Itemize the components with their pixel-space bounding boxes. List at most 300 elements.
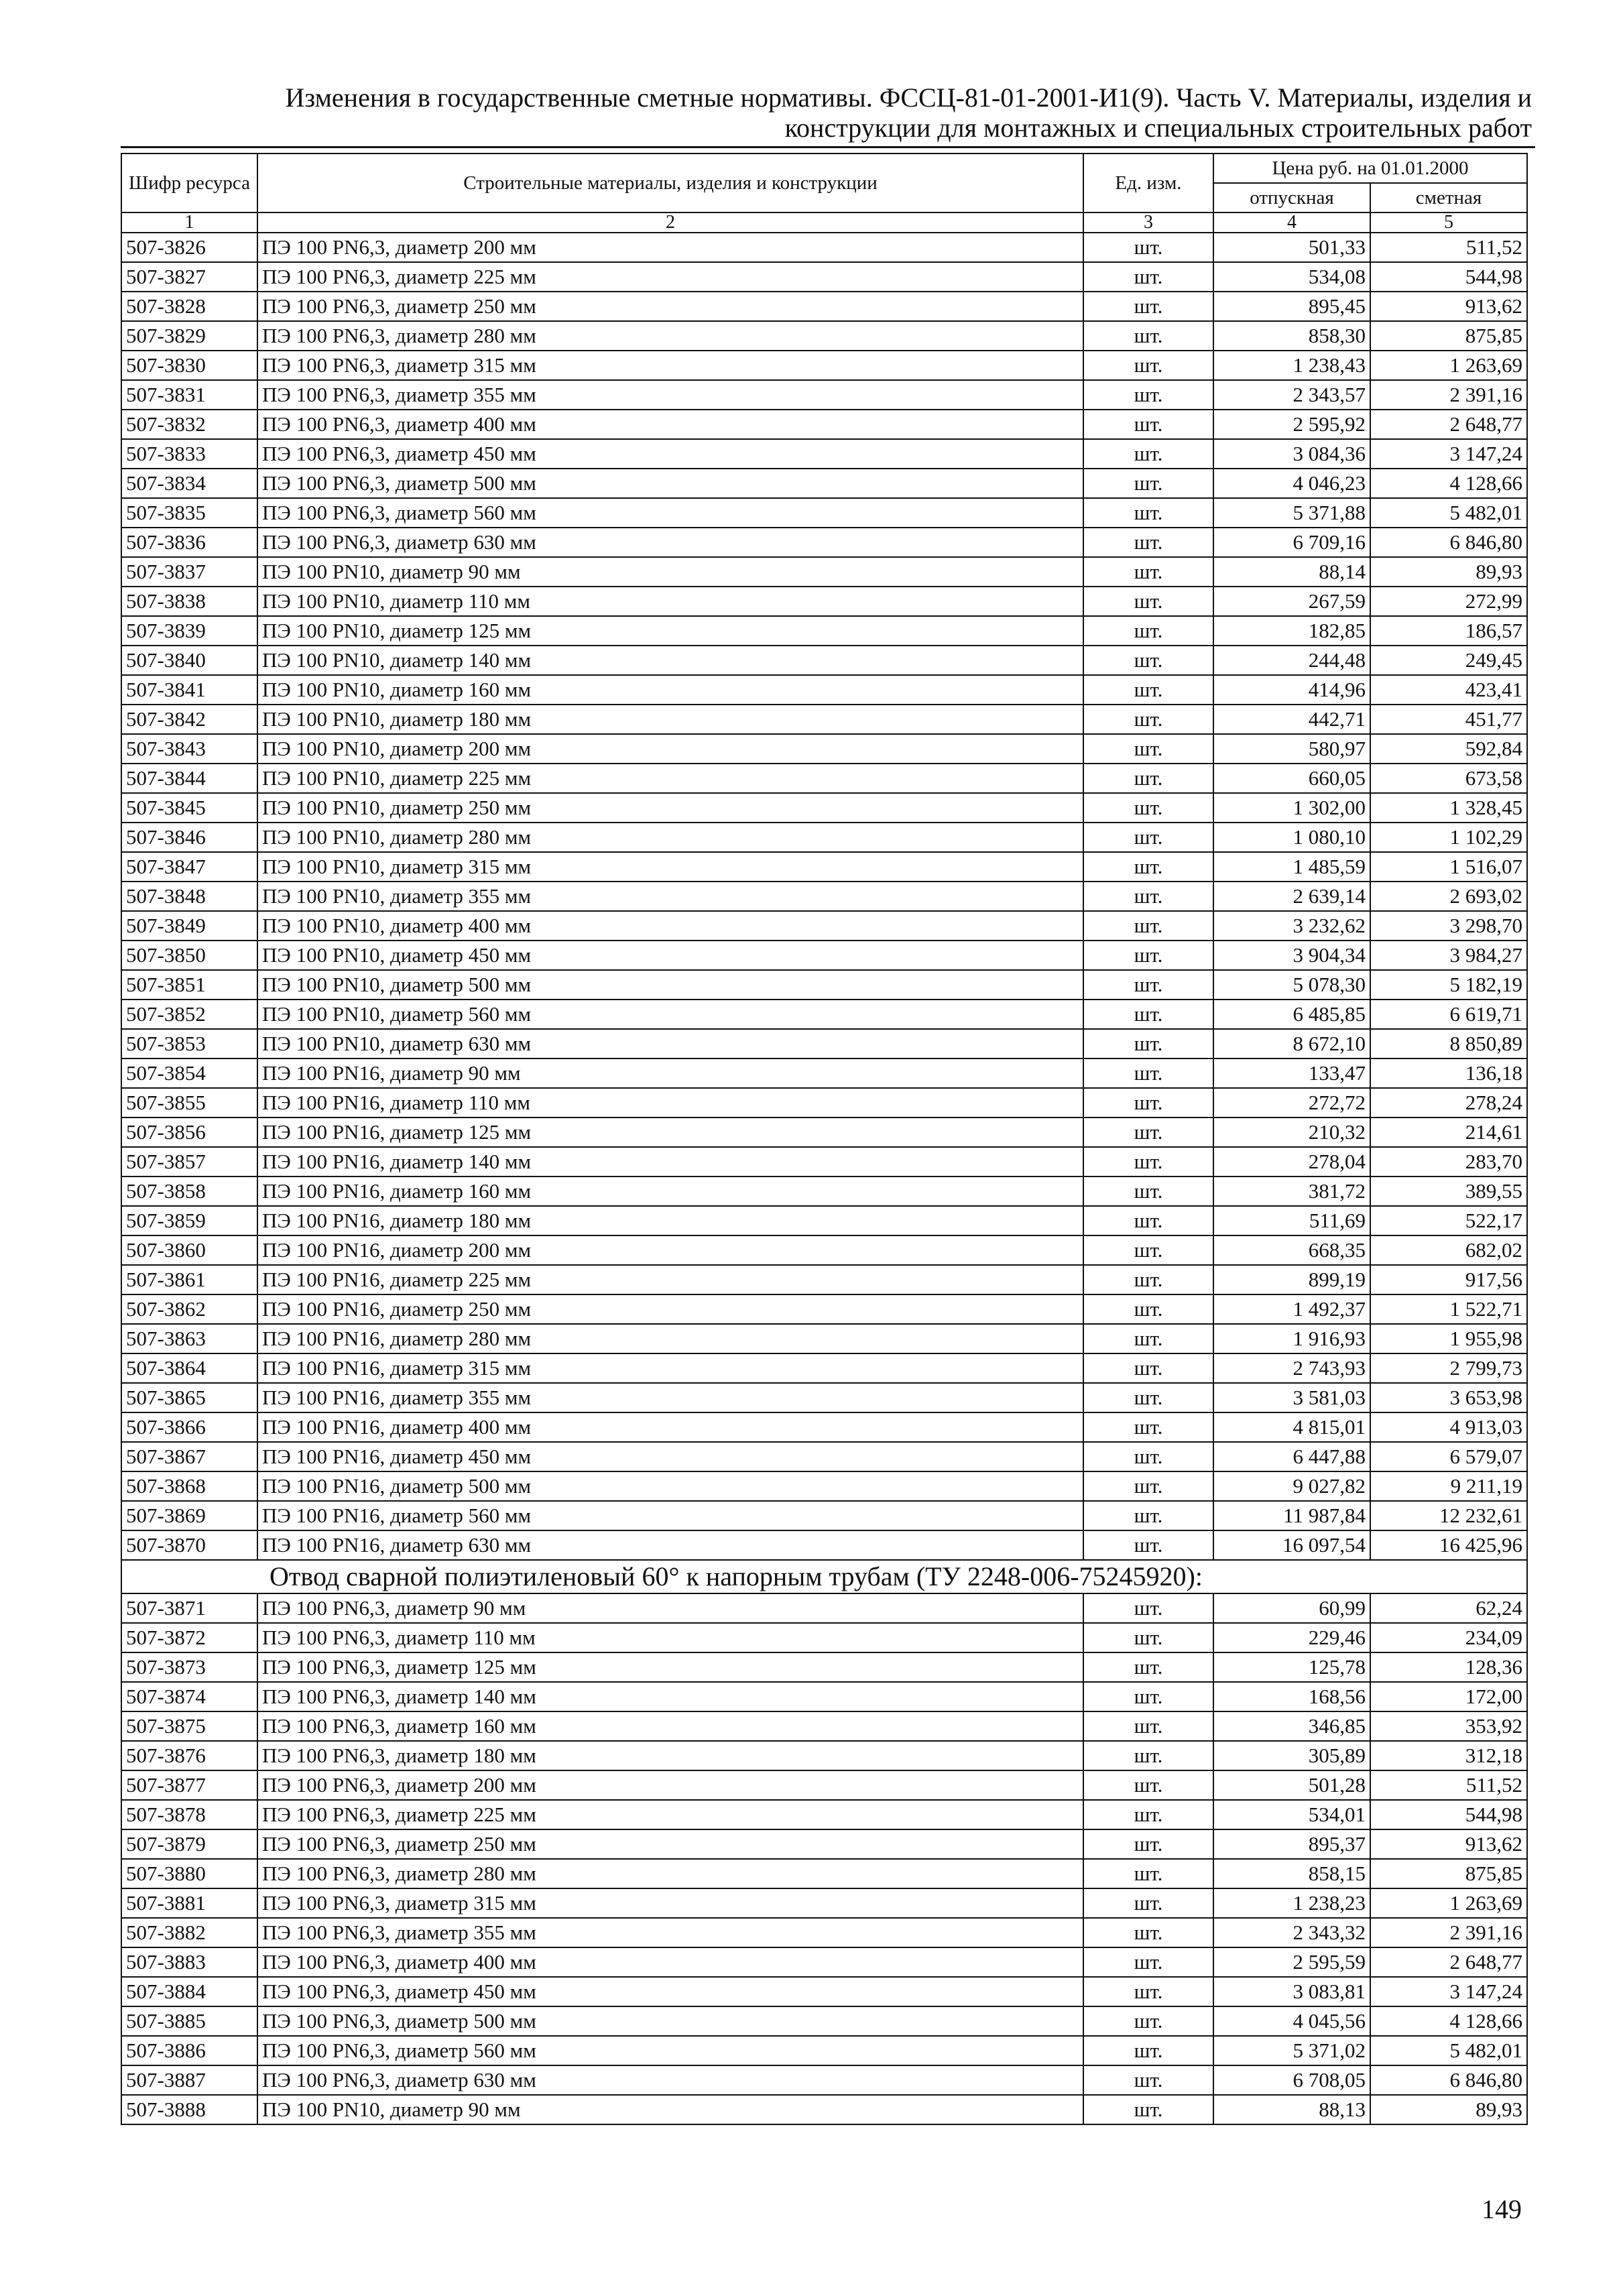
price-out: 1 916,93 <box>1213 1324 1370 1353</box>
unit: шт. <box>1083 852 1213 882</box>
material-name: ПЭ 100 PN6,3, диаметр 160 мм <box>257 1711 1083 1741</box>
table-row <box>121 1147 1527 1176</box>
price-out: 6 708,05 <box>1213 2065 1370 2095</box>
price-out: 858,30 <box>1213 321 1370 351</box>
resource-code: 507-3888 <box>121 2095 257 2124</box>
resource-code: 507-3877 <box>121 1770 257 1800</box>
unit: шт. <box>1083 823 1213 852</box>
resource-code: 507-3834 <box>121 469 257 498</box>
table-row <box>121 410 1527 439</box>
price-est: 4 128,66 <box>1370 469 1527 498</box>
material-name: ПЭ 100 PN16, диаметр 90 мм <box>257 1059 1083 1088</box>
price-out: 511,69 <box>1213 1206 1370 1235</box>
unit: шт. <box>1083 410 1213 439</box>
price-est: 2 391,16 <box>1370 380 1527 410</box>
table-row <box>121 1859 1527 1888</box>
price-est: 511,52 <box>1370 233 1527 262</box>
table-row <box>121 380 1527 410</box>
table-row <box>121 1176 1527 1206</box>
price-out: 899,19 <box>1213 1265 1370 1294</box>
table-row <box>121 1206 1527 1235</box>
table-row <box>121 1682 1527 1711</box>
price-out: 11 987,84 <box>1213 1501 1370 1530</box>
page-header <box>121 82 1532 144</box>
price-est: 186,57 <box>1370 616 1527 646</box>
price-est: 1 263,69 <box>1370 351 1527 380</box>
unit: шт. <box>1083 1888 1213 1918</box>
price-out: 244,48 <box>1213 646 1370 675</box>
table-row <box>121 1623 1527 1652</box>
col-header-price-est: сметная <box>1370 183 1527 213</box>
resource-code: 507-3827 <box>121 262 257 292</box>
table-row <box>121 911 1527 941</box>
resource-code: 507-3828 <box>121 292 257 321</box>
price-est: 9 211,19 <box>1370 1471 1527 1501</box>
material-name: ПЭ 100 PN6,3, диаметр 250 мм <box>257 292 1083 321</box>
material-name: ПЭ 100 PN10, диаметр 180 мм <box>257 705 1083 734</box>
unit: шт. <box>1083 1353 1213 1383</box>
material-name: ПЭ 100 PN6,3, диаметр 630 мм <box>257 2065 1083 2095</box>
resource-code: 507-3864 <box>121 1353 257 1383</box>
section-title: Отвод сварной полиэтиленовый 60° к напорным трубам (ТУ 2248-006-75245920): <box>121 1560 1527 1593</box>
resource-code: 507-3879 <box>121 1829 257 1859</box>
price-out: 267,59 <box>1213 587 1370 616</box>
resource-code: 507-3829 <box>121 321 257 351</box>
resource-code: 507-3874 <box>121 1682 257 1711</box>
price-est: 3 298,70 <box>1370 911 1527 941</box>
col-header-name: Строительные материалы, изделия и конструкции <box>257 154 1083 213</box>
resource-code: 507-3880 <box>121 1859 257 1888</box>
unit: шт. <box>1083 1829 1213 1859</box>
price-est: 8 850,89 <box>1370 1029 1527 1059</box>
price-est: 1 516,07 <box>1370 852 1527 882</box>
table-row <box>121 941 1527 970</box>
table-head <box>121 154 1527 233</box>
table-row <box>121 469 1527 498</box>
price-est: 89,93 <box>1370 557 1527 587</box>
unit: шт. <box>1083 1977 1213 2006</box>
resource-code: 507-3873 <box>121 1652 257 1682</box>
material-name: ПЭ 100 PN6,3, диаметр 400 мм <box>257 410 1083 439</box>
table-row <box>121 1324 1527 1353</box>
price-table <box>121 153 1528 2125</box>
material-name: ПЭ 100 PN6,3, диаметр 500 мм <box>257 2006 1083 2036</box>
material-name: ПЭ 100 PN6,3, диаметр 180 мм <box>257 1741 1083 1770</box>
price-out: 182,85 <box>1213 616 1370 646</box>
price-est: 6 579,07 <box>1370 1442 1527 1471</box>
price-out: 501,28 <box>1213 1770 1370 1800</box>
price-out: 125,78 <box>1213 1652 1370 1682</box>
table-row <box>121 764 1527 793</box>
material-name: ПЭ 100 PN16, диаметр 180 мм <box>257 1206 1083 1235</box>
table-row <box>121 1501 1527 1530</box>
resource-code: 507-3882 <box>121 1918 257 1947</box>
table-row <box>121 1265 1527 1294</box>
table-body <box>121 233 1527 2124</box>
table-row <box>121 1383 1527 1412</box>
resource-code: 507-3875 <box>121 1711 257 1741</box>
price-est: 128,36 <box>1370 1652 1527 1682</box>
resource-code: 507-3858 <box>121 1176 257 1206</box>
table-row <box>121 1530 1527 1560</box>
price-est: 5 482,01 <box>1370 2036 1527 2065</box>
material-name: ПЭ 100 PN10, диаметр 160 мм <box>257 675 1083 705</box>
material-name: ПЭ 100 PN6,3, диаметр 560 мм <box>257 498 1083 528</box>
column-number: 3 <box>1083 213 1213 233</box>
material-name: ПЭ 100 PN6,3, диаметр 315 мм <box>257 1888 1083 1918</box>
resource-code: 507-3866 <box>121 1412 257 1442</box>
unit: шт. <box>1083 2036 1213 2065</box>
unit: шт. <box>1083 233 1213 262</box>
price-est: 1 102,29 <box>1370 823 1527 852</box>
resource-code: 507-3841 <box>121 675 257 705</box>
unit: шт. <box>1083 1947 1213 1977</box>
table-row <box>121 734 1527 764</box>
price-est: 234,09 <box>1370 1623 1527 1652</box>
resource-code: 507-3886 <box>121 2036 257 2065</box>
table-row <box>121 528 1527 557</box>
price-out: 4 046,23 <box>1213 469 1370 498</box>
resource-code: 507-3855 <box>121 1088 257 1117</box>
price-est: 389,55 <box>1370 1176 1527 1206</box>
material-name: ПЭ 100 PN16, диаметр 280 мм <box>257 1324 1083 1353</box>
unit: шт. <box>1083 675 1213 705</box>
price-est: 1 263,69 <box>1370 1888 1527 1918</box>
resource-code: 507-3854 <box>121 1059 257 1088</box>
material-name: ПЭ 100 PN6,3, диаметр 90 мм <box>257 1593 1083 1623</box>
unit: шт. <box>1083 941 1213 970</box>
table-row <box>121 1029 1527 1059</box>
material-name: ПЭ 100 PN10, диаметр 250 мм <box>257 793 1083 823</box>
price-out: 2 639,14 <box>1213 882 1370 911</box>
resource-code: 507-3869 <box>121 1501 257 1530</box>
resource-code: 507-3839 <box>121 616 257 646</box>
material-name: ПЭ 100 PN6,3, диаметр 500 мм <box>257 469 1083 498</box>
price-out: 1 080,10 <box>1213 823 1370 852</box>
material-name: ПЭ 100 PN10, диаметр 225 мм <box>257 764 1083 793</box>
unit: шт. <box>1083 1471 1213 1501</box>
material-name: ПЭ 100 PN10, диаметр 450 мм <box>257 941 1083 970</box>
price-est: 2 799,73 <box>1370 1353 1527 1383</box>
price-est: 136,18 <box>1370 1059 1527 1088</box>
price-out: 168,56 <box>1213 1682 1370 1711</box>
price-est: 3 653,98 <box>1370 1383 1527 1412</box>
resource-code: 507-3881 <box>121 1888 257 1918</box>
unit: шт. <box>1083 1059 1213 1088</box>
material-name: ПЭ 100 PN6,3, диаметр 280 мм <box>257 1859 1083 1888</box>
price-out: 272,72 <box>1213 1088 1370 1117</box>
column-number: 1 <box>121 213 257 233</box>
resource-code: 507-3870 <box>121 1530 257 1560</box>
table-row <box>121 587 1527 616</box>
table-row <box>121 793 1527 823</box>
table-row <box>121 557 1527 587</box>
price-est: 451,77 <box>1370 705 1527 734</box>
price-out: 2 595,59 <box>1213 1947 1370 1977</box>
unit: шт. <box>1083 439 1213 469</box>
table-row <box>121 2095 1527 2124</box>
table-row <box>121 1770 1527 1800</box>
unit: шт. <box>1083 705 1213 734</box>
price-out: 5 371,88 <box>1213 498 1370 528</box>
table-row <box>121 882 1527 911</box>
material-name: ПЭ 100 PN6,3, диаметр 140 мм <box>257 1682 1083 1711</box>
unit: шт. <box>1083 970 1213 1000</box>
price-out: 6 447,88 <box>1213 1442 1370 1471</box>
unit: шт. <box>1083 2065 1213 2095</box>
resource-code: 507-3852 <box>121 1000 257 1029</box>
price-out: 88,13 <box>1213 2095 1370 2124</box>
unit: шт. <box>1083 1711 1213 1741</box>
material-name: ПЭ 100 PN10, диаметр 315 мм <box>257 852 1083 882</box>
price-est: 89,93 <box>1370 2095 1527 2124</box>
table-row <box>121 1829 1527 1859</box>
material-name: ПЭ 100 PN6,3, диаметр 450 мм <box>257 1977 1083 2006</box>
table-row <box>121 852 1527 882</box>
unit: шт. <box>1083 1800 1213 1829</box>
material-name: ПЭ 100 PN16, диаметр 125 мм <box>257 1117 1083 1147</box>
resource-code: 507-3883 <box>121 1947 257 1977</box>
price-est: 249,45 <box>1370 646 1527 675</box>
price-out: 1 485,59 <box>1213 852 1370 882</box>
unit: шт. <box>1083 1383 1213 1412</box>
price-est: 2 693,02 <box>1370 882 1527 911</box>
material-name: ПЭ 100 PN6,3, диаметр 110 мм <box>257 1623 1083 1652</box>
unit: шт. <box>1083 911 1213 941</box>
price-out: 3 083,81 <box>1213 1977 1370 2006</box>
price-out: 2 743,93 <box>1213 1353 1370 1383</box>
material-name: ПЭ 100 PN6,3, диаметр 225 мм <box>257 1800 1083 1829</box>
unit: шт. <box>1083 1324 1213 1353</box>
unit: шт. <box>1083 1652 1213 1682</box>
material-name: ПЭ 100 PN6,3, диаметр 400 мм <box>257 1947 1083 1977</box>
price-est: 2 648,77 <box>1370 410 1527 439</box>
resource-code: 507-3863 <box>121 1324 257 1353</box>
price-out: 1 302,00 <box>1213 793 1370 823</box>
table-row <box>121 262 1527 292</box>
price-out: 229,46 <box>1213 1623 1370 1652</box>
table-row <box>121 2065 1527 2095</box>
section-row <box>121 1560 1527 1593</box>
unit: шт. <box>1083 587 1213 616</box>
price-out: 1 238,43 <box>1213 351 1370 380</box>
price-est: 673,58 <box>1370 764 1527 793</box>
price-est: 5 182,19 <box>1370 970 1527 1000</box>
material-name: ПЭ 100 PN6,3, диаметр 450 мм <box>257 439 1083 469</box>
material-name: ПЭ 100 PN10, диаметр 500 мм <box>257 970 1083 1000</box>
price-out: 5 078,30 <box>1213 970 1370 1000</box>
price-est: 4 128,66 <box>1370 2006 1527 2036</box>
table-row <box>121 1442 1527 1471</box>
price-out: 381,72 <box>1213 1176 1370 1206</box>
unit: шт. <box>1083 1501 1213 1530</box>
table-row <box>121 1000 1527 1029</box>
unit: шт. <box>1083 469 1213 498</box>
price-est: 272,99 <box>1370 587 1527 616</box>
unit: шт. <box>1083 1593 1213 1623</box>
resource-code: 507-3826 <box>121 233 257 262</box>
table-row <box>121 1471 1527 1501</box>
material-name: ПЭ 100 PN16, диаметр 450 мм <box>257 1442 1083 1471</box>
resource-code: 507-3878 <box>121 1800 257 1829</box>
unit: шт. <box>1083 646 1213 675</box>
resource-code: 507-3846 <box>121 823 257 852</box>
unit: шт. <box>1083 1176 1213 1206</box>
resource-code: 507-3848 <box>121 882 257 911</box>
unit: шт. <box>1083 1088 1213 1117</box>
unit: шт. <box>1083 1265 1213 1294</box>
resource-code: 507-3853 <box>121 1029 257 1059</box>
material-name: ПЭ 100 PN16, диаметр 500 мм <box>257 1471 1083 1501</box>
price-out: 5 371,02 <box>1213 2036 1370 2065</box>
material-name: ПЭ 100 PN10, диаметр 280 мм <box>257 823 1083 852</box>
price-out: 580,97 <box>1213 734 1370 764</box>
unit: шт. <box>1083 1770 1213 1800</box>
price-est: 62,24 <box>1370 1593 1527 1623</box>
material-name: ПЭ 100 PN10, диаметр 630 мм <box>257 1029 1083 1059</box>
price-out: 534,01 <box>1213 1800 1370 1829</box>
resource-code: 507-3845 <box>121 793 257 823</box>
unit: шт. <box>1083 321 1213 351</box>
table-row <box>121 1888 1527 1918</box>
material-name: ПЭ 100 PN6,3, диаметр 200 мм <box>257 233 1083 262</box>
header-line-2: конструкции для монтажных и специальных строительных работ <box>784 113 1532 143</box>
price-out: 2 343,57 <box>1213 380 1370 410</box>
unit: шт. <box>1083 1682 1213 1711</box>
price-out: 6 709,16 <box>1213 528 1370 557</box>
table-row <box>121 1088 1527 1117</box>
resource-code: 507-3885 <box>121 2006 257 2036</box>
resource-code: 507-3831 <box>121 380 257 410</box>
price-out: 660,05 <box>1213 764 1370 793</box>
table-row <box>121 2036 1527 2065</box>
price-est: 214,61 <box>1370 1117 1527 1147</box>
unit: шт. <box>1083 1235 1213 1265</box>
resource-code: 507-3850 <box>121 941 257 970</box>
material-name: ПЭ 100 PN10, диаметр 110 мм <box>257 587 1083 616</box>
price-out: 1 492,37 <box>1213 1294 1370 1324</box>
table-row <box>121 1741 1527 1770</box>
resource-code: 507-3857 <box>121 1147 257 1176</box>
table-row <box>121 1711 1527 1741</box>
table-row <box>121 705 1527 734</box>
resource-code: 507-3860 <box>121 1235 257 1265</box>
resource-code: 507-3865 <box>121 1383 257 1412</box>
price-est: 6 846,80 <box>1370 528 1527 557</box>
column-number: 2 <box>257 213 1083 233</box>
unit: шт. <box>1083 2006 1213 2036</box>
unit: шт. <box>1083 1741 1213 1770</box>
resource-code: 507-3833 <box>121 439 257 469</box>
page-number: 149 <box>1482 2194 1522 2224</box>
price-est: 522,17 <box>1370 1206 1527 1235</box>
table-row <box>121 439 1527 469</box>
table-row <box>121 1593 1527 1623</box>
material-name: ПЭ 100 PN6,3, диаметр 355 мм <box>257 1918 1083 1947</box>
col-header-unit: Ед. изм. <box>1083 154 1213 213</box>
material-name: ПЭ 100 PN16, диаметр 140 мм <box>257 1147 1083 1176</box>
price-est: 3 984,27 <box>1370 941 1527 970</box>
material-name: ПЭ 100 PN16, диаметр 200 мм <box>257 1235 1083 1265</box>
resource-code: 507-3842 <box>121 705 257 734</box>
price-out: 133,47 <box>1213 1059 1370 1088</box>
price-out: 9 027,82 <box>1213 1471 1370 1501</box>
unit: шт. <box>1083 262 1213 292</box>
resource-code: 507-3837 <box>121 557 257 587</box>
table-row <box>121 1353 1527 1383</box>
price-est: 875,85 <box>1370 1859 1527 1888</box>
table-row <box>121 2006 1527 2036</box>
unit: шт. <box>1083 1918 1213 1947</box>
price-est: 3 147,24 <box>1370 1977 1527 2006</box>
material-name: ПЭ 100 PN16, диаметр 630 мм <box>257 1530 1083 1560</box>
price-est: 172,00 <box>1370 1682 1527 1711</box>
unit: шт. <box>1083 292 1213 321</box>
resource-code: 507-3859 <box>121 1206 257 1235</box>
price-out: 210,32 <box>1213 1117 1370 1147</box>
price-out: 858,15 <box>1213 1859 1370 1888</box>
unit: шт. <box>1083 351 1213 380</box>
table-row <box>121 351 1527 380</box>
price-est: 423,41 <box>1370 675 1527 705</box>
header-line-1: Изменения в государственные сметные нормативы. ФССЦ-81-01-2001-И1(9). Часть V. Материалы, изделия и <box>285 82 1532 113</box>
material-name: ПЭ 100 PN6,3, диаметр 225 мм <box>257 262 1083 292</box>
unit: шт. <box>1083 1412 1213 1442</box>
table-row <box>121 1235 1527 1265</box>
resource-code: 507-3844 <box>121 764 257 793</box>
material-name: ПЭ 100 PN6,3, диаметр 315 мм <box>257 351 1083 380</box>
material-name: ПЭ 100 PN10, диаметр 400 мм <box>257 911 1083 941</box>
table-row <box>121 1652 1527 1682</box>
price-est: 544,98 <box>1370 1800 1527 1829</box>
price-out: 305,89 <box>1213 1741 1370 1770</box>
table-row <box>121 1117 1527 1147</box>
price-est: 283,70 <box>1370 1147 1527 1176</box>
resource-code: 507-3849 <box>121 911 257 941</box>
material-name: ПЭ 100 PN16, диаметр 160 мм <box>257 1176 1083 1206</box>
price-est: 913,62 <box>1370 292 1527 321</box>
resource-code: 507-3876 <box>121 1741 257 1770</box>
material-name: ПЭ 100 PN16, диаметр 110 мм <box>257 1088 1083 1117</box>
table-row <box>121 1918 1527 1947</box>
price-out: 3 084,36 <box>1213 439 1370 469</box>
unit: шт. <box>1083 498 1213 528</box>
resource-code: 507-3862 <box>121 1294 257 1324</box>
resource-code: 507-3843 <box>121 734 257 764</box>
price-out: 3 232,62 <box>1213 911 1370 941</box>
resource-code: 507-3830 <box>121 351 257 380</box>
resource-code: 507-3872 <box>121 1623 257 1652</box>
table-row <box>121 970 1527 1000</box>
resource-code: 507-3847 <box>121 852 257 882</box>
resource-code: 507-3887 <box>121 2065 257 2095</box>
price-out: 1 238,23 <box>1213 1888 1370 1918</box>
unit: шт. <box>1083 1623 1213 1652</box>
column-number: 5 <box>1370 213 1527 233</box>
unit: шт. <box>1083 528 1213 557</box>
price-est: 592,84 <box>1370 734 1527 764</box>
price-est: 6 846,80 <box>1370 2065 1527 2095</box>
price-est: 5 482,01 <box>1370 498 1527 528</box>
price-out: 4 815,01 <box>1213 1412 1370 1442</box>
table-row <box>121 1977 1527 2006</box>
table-row <box>121 1059 1527 1088</box>
price-est: 4 913,03 <box>1370 1412 1527 1442</box>
col-header-code: Шифр ресурса <box>121 154 257 213</box>
material-name: ПЭ 100 PN10, диаметр 90 мм <box>257 2095 1083 2124</box>
price-est: 16 425,96 <box>1370 1530 1527 1560</box>
material-name: ПЭ 100 PN16, диаметр 315 мм <box>257 1353 1083 1383</box>
